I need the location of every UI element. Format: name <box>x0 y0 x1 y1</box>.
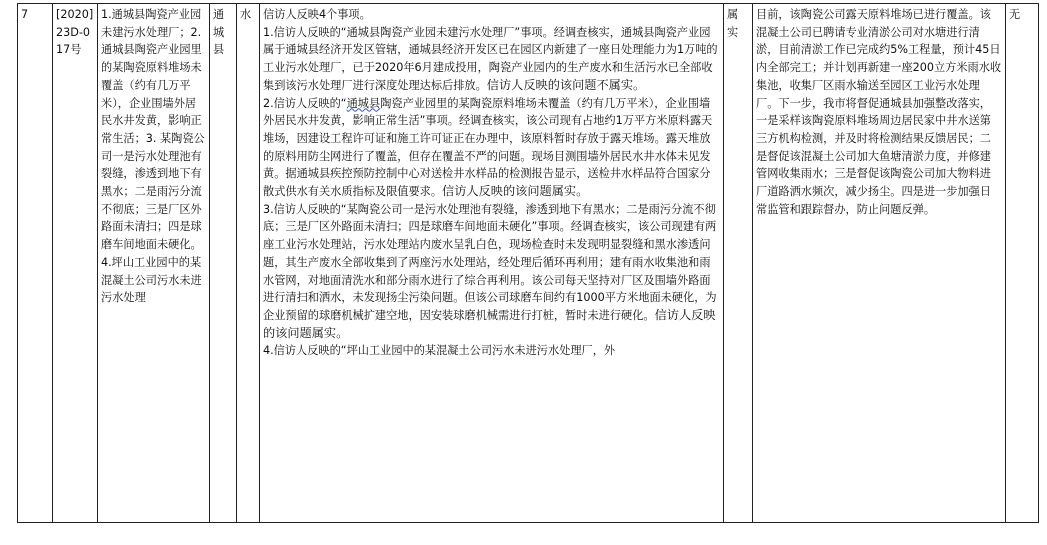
findings-item-2 <box>263 95 720 201</box>
findings-intro: 信访人反映4个事项。 <box>263 8 371 21</box>
administrative-area: 通城县 <box>210 4 237 523</box>
case-number: 7 <box>18 4 53 523</box>
rectification-status: 目前，该陶瓷公司露天原料堆场已进行覆盖。该混凝土公司已聘请专业清淤公司对水塘进行清淤，目前清淤工作已完成约5%工程量，预计45日内全部完工；并计划再新建一座200立方米雨水收集池，收集厂区雨水输送至园区工业污水处理厂。下一步，我市将督促通城县加强整改落实，一是采样该陶瓷原料堆场周边居民家中井水送第三方机构检测，并及时将检测结果反馈居民；二是督促该混凝土公司加大鱼塘清淤力度，并修建管网收集雨水；三是督促该陶瓷公司加大物料进厂道路洒水频次，减少扬尘。四是进一步加强日常监管和跟踪督办，防止问题反弹。 <box>753 4 1006 523</box>
findings-item-2-conclusion: 信访人反映的该问题属实。 <box>442 184 589 199</box>
findings-item-3 <box>263 201 720 343</box>
table-row <box>18 4 1039 523</box>
findings-item-1-conclusion: 信访人反映的该问题不属实。 <box>486 77 646 92</box>
pollution-type: 水 <box>237 4 260 523</box>
case-table <box>17 3 1039 523</box>
accountability: 无 <box>1006 4 1039 523</box>
case-code: [2020]23D-017号 <box>53 4 98 523</box>
complaint-summary: 1.通城县陶瓷产业园未建污水处理厂；2.通城县陶瓷产业园里的某陶瓷原料堆场未覆盖（约有几万平米），企业围墙外居民水井发黄，影响正常生活；3. 某陶瓷公司一是污水处理池有裂缝，渗透到地下有黑水；二是雨污分流不彻底；三是厂区外路面未清扫；四是球磨车间地面未硬化。4.坪山工业园中的某混凝土公司污水未进污水处理 <box>98 4 210 523</box>
proofreading-mark: 通城县 <box>346 96 381 110</box>
findings-item-3-text: 3.信访人反映的“某陶瓷公司一是污水处理池有裂缝，渗透到地下有黑水；二是雨污分流不彻底；三是厂区外路面未清扫；四是球磨车间地面未硬化”事项。经调查核实，该公司现建有两座工业污水处理站，污水处理站内废水呈乳白色，现场检查时未发现明显裂缝和黑水渗透问题，其生产废水全部收集到了两座污水处理站，经处理后循环再利用；建有雨水收集池和雨水管网，对地面清洗水和部分雨水进行了综合再利用。该公司每天坚持对厂区及围墙外路面进行清扫和洒水，未发现扬尘污染问题。但该公司球磨车间约有1000平方米地面未硬化，为企业预留的球磨机械扩建空地，因安装球磨机械需进行打桩，暂时未进行硬化。 <box>263 202 717 322</box>
verdict: 属实 <box>724 4 753 523</box>
findings-item-4: 4.信访人反映的“坪山工业园中的某混凝土公司污水未进污水处理厂，外 <box>263 344 616 358</box>
findings-item-3-conclusion: 信访人反映的该问题属实。 <box>263 307 716 340</box>
findings-item-1 <box>263 24 720 95</box>
findings-item-1-text: 1.信访人反映的“通城县陶瓷产业园未建污水处理厂”事项。经调查核实，通城县陶瓷产业园属于通城县经济开发区管辖，通城县经济开发区已在园区内新建了一座日处理能力为1万吨的工业污水处理厂，已于2020年6月建成投用，陶瓷产业园内的生产废水和生活污水已全部收集到该污水处理厂进行深度处理达标后排放。 <box>263 25 718 92</box>
investigation-findings <box>260 4 724 523</box>
findings-item-2-prefix: 2.信访人反映的“ <box>263 96 347 110</box>
findings-item-2-text: 陶瓷产业园里的某陶瓷原料堆场未覆盖（约有几万平米），企业围墙外居民水井发黄，影响正常生活”事项。经调查核实，该公司现有占地约1万平方米原料露天堆场，因建设工程许可证和施工许可证正在办理中，该原料暂时存放于露天堆场。露天堆放的原料用防尘网进行了覆盖，但存在覆盖不严的问题。现场目测围墙外居民水井水体未见发黄。据通城县疾控预防控制中心对送检井水样品的检测报告显示，送检井水样品符合国家分散式供水有关水质指标及限值要求。 <box>263 96 713 199</box>
